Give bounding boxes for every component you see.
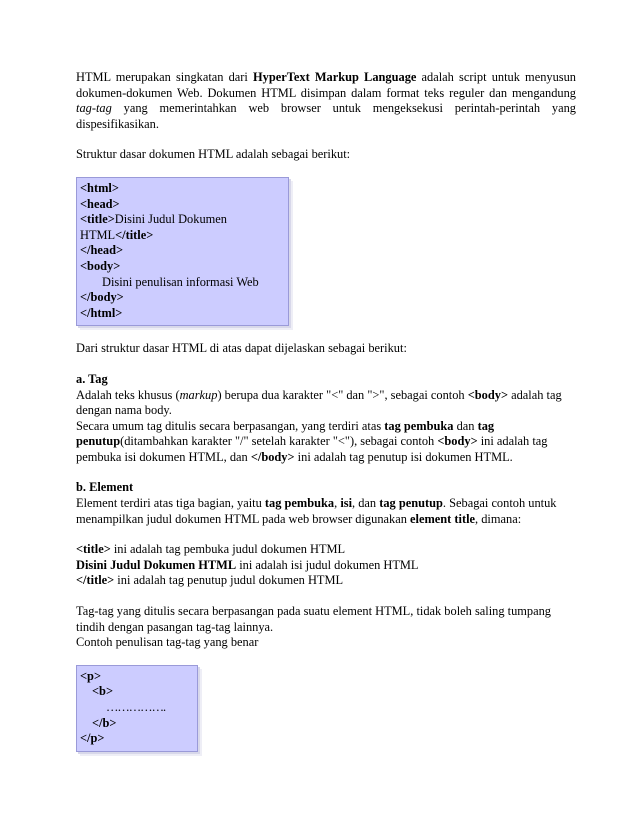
code-block-nested-tags <box>76 665 198 752</box>
code-line: <head> <box>80 196 120 211</box>
code-text: Disini penulisan informasi Web <box>102 274 259 289</box>
code-text: ……………. <box>106 700 166 714</box>
code-line: </b> <box>92 715 117 730</box>
code-text: HTML <box>80 227 116 242</box>
code-line: <title> <box>80 212 115 227</box>
dari-struktur: Dari struktur dasar HTML di atas dapat dijelaskan sebagai berikut: <box>76 341 407 356</box>
code-line: </title> <box>115 227 154 242</box>
intro-text: HTML merupakan singkatan dari <box>76 70 254 84</box>
struktur-intro: Struktur dasar dokumen HTML adalah sebagai berikut: <box>76 147 351 162</box>
intro-bold: HyperText Markup Language <box>253 70 417 84</box>
code-line: <html> <box>80 180 119 195</box>
intro-paragraph <box>76 70 576 132</box>
code-line: </p> <box>80 731 105 746</box>
example-line: Disini Judul Dokumen HTML ini adalah isi judul dokumen HTML <box>76 557 419 572</box>
code-block-html-structure <box>76 177 289 326</box>
section-tag <box>76 372 576 466</box>
code-line: </html> <box>80 305 123 320</box>
intro-text: yang memerintahkan web browser untuk mengeksekusi perintah-perintah yang dispesifikasikan. <box>76 101 576 131</box>
section-paragraph: Adalah teks khusus (markup) berupa dua karakter "<" dan ">", sebagai contoh <body> adalah tag dengan nama body. <box>76 387 562 418</box>
code-line: <b> <box>92 684 114 699</box>
code-line: <body> <box>80 258 121 273</box>
code-text: Disini Judul Dokumen <box>114 212 227 227</box>
tagtag-paragraph: Tag-tag yang ditulis secara berpasangan pada suatu element HTML, tidak boleh saling tumpang tindih dengan pasangan tag-tag lainnya. <box>76 604 551 634</box>
section-element <box>76 480 576 527</box>
document-page <box>76 70 576 752</box>
example-line: <title> ini adalah tag pembuka judul dokumen HTML <box>76 542 346 557</box>
contoh-line: Contoh penulisan tag-tag yang benar <box>76 635 259 650</box>
intro-text: adalah script untuk menyusun dokumen-dokumen Web. Dokumen HTML disimpan dalam format teks reguler dan mengandung <box>76 70 576 100</box>
example-line: </title> ini adalah tag penutup judul dokumen HTML <box>76 573 344 588</box>
section-paragraph: Element terdiri atas tiga bagian, yaitu tag pembuka, isi, dan tag penutup. Sebagai contoh untuk menampilkan judul dokumen HTML pada web browser digunakan element title, dimana: <box>76 496 557 526</box>
intro-italic: tag-tag <box>76 101 112 116</box>
title-example <box>76 542 576 589</box>
code-line: </body> <box>80 290 124 305</box>
section-paragraph: Secara umum tag ditulis secara berpasangan, yang terdiri atas tag pembuka dan tag penutup(ditambahkan karakter "/" setelah karakter "<"), sebagai contoh <body> ini adalah tag pembuka isi dokumen HTML, dan </body> ini adalah tag penutup isi dokumen HTML. <box>76 418 548 464</box>
code-line: </head> <box>80 243 124 258</box>
section-heading: b. Element <box>76 480 134 495</box>
section-heading: a. Tag <box>76 371 108 386</box>
code-line: <p> <box>80 668 102 683</box>
